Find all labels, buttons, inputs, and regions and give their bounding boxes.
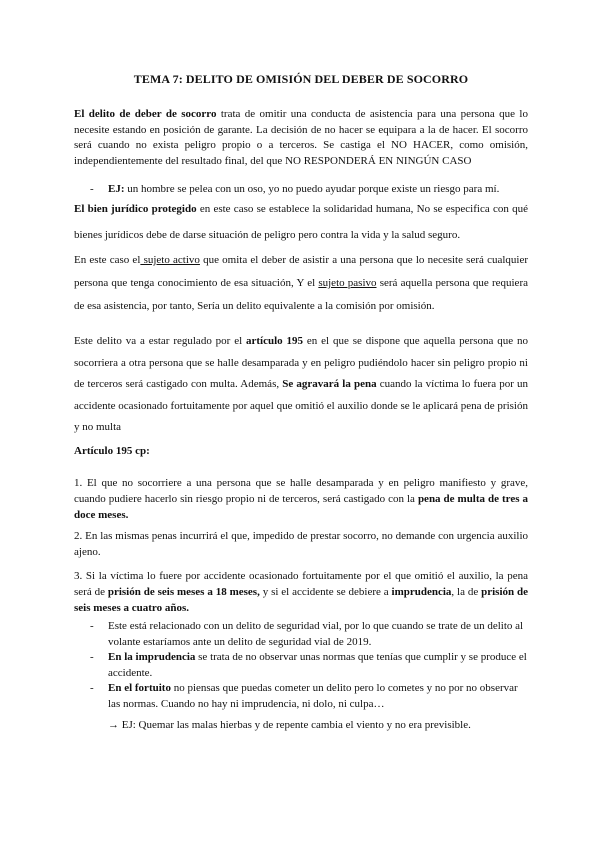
bold-term: En el fortuito [108, 682, 171, 694]
paragraph-text: 1. El que no socorriere a una persona que se halle desamparada y en peligro manifiesto y grave, cuando pudiere hacerlo sin riesgo propio ni de terceros, será castigado con la [74, 477, 528, 505]
list-item-text: Este está relacionado con un delito de seguridad vial, por lo que cuando se trate de un delito al volante estaríamos ante un delito de seguridad vial de 2019. [108, 620, 524, 648]
bold-term: Se agravará la pena [282, 378, 377, 390]
paragraph-text: , la de [451, 586, 482, 598]
paragraph-text: 2. En las mismas penas incurrirá el que, impedido de prestar socorro, no demande con urgencia auxilio ajeno. [74, 530, 528, 558]
paragraph-text: Este delito va a estar regulado por el [74, 335, 247, 347]
paragraph-text: en el que se dispone que aquella persona que no socorriera a otra persona que se halle desamparada y en peligro pudiéndolo hacer sin peligro propio ni de terceros será castigado con multa. Además, [74, 335, 528, 390]
underlined-term: sujeto activo [140, 254, 200, 266]
example-note: → EJ: Quemar las malas hierbas y de repente cambia el viento y no era previsible. [108, 719, 471, 731]
list-item-text: no piensas que puedas cometer un delito pero lo cometes y no por no observar las normas. Cuando no hay ni imprudencia, ni dolo, ni culpa… [108, 682, 518, 710]
paragraph-text: En este caso el [74, 254, 141, 266]
article-heading-text: Artículo 195 cp: [74, 445, 150, 457]
page-title: TEMA 7: DELITO DE OMISIÓN DEL DEBER DE SOCORRO [133, 72, 469, 86]
article-point-3 [74, 568, 528, 616]
article-heading [74, 444, 528, 460]
bullet-dash: - [90, 651, 94, 663]
bullet-text [108, 182, 528, 197]
paragraph-text: será aquella persona que requiera de esa asistencia, por tanto, Sería un delito equivalente a la comisión por omisión. [74, 277, 528, 312]
article-point-1 [74, 475, 528, 523]
list-item-text: se trata de no observar unas normas que tenías que cumplir y se produce el accidente. [108, 651, 527, 679]
paragraph-articulo-195 [74, 331, 528, 439]
bullet-dash: - [90, 183, 94, 195]
bold-term: artículo 195 [246, 335, 304, 347]
bullet-dash: - [90, 682, 94, 694]
paragraph-text: cuando la víctima lo fuera por un accidente ocasionado fortuitamente por aquel que omitió el auxilio donde se le aplicará pena de prisión y no multa [74, 378, 528, 433]
list-item [90, 650, 528, 681]
paragraph-definition [74, 107, 528, 169]
bold-term: En la imprudencia [108, 651, 196, 663]
list-item [90, 681, 528, 712]
bold-term: El delito de deber de socorro [74, 108, 217, 120]
bold-term: pena de multa de tres a doce meses. [74, 493, 528, 521]
article-point-2 [74, 528, 528, 560]
bold-term: El bien jurídico protegido [74, 203, 197, 215]
paragraph-text: trata de omitir una conducta de asistencia para una persona que lo necesite estando en posición de garante. La decisión de no hacer se equipara a la de hacer. El socorro será cuando no exista peligro propio o a terceros. Se castiga el NO HACER, como omisión, independientemente del resultado final, del que NO RESPONDERÁ EN NINGÚN CASO [74, 108, 528, 167]
paragraph-text: 3. Si la víctima lo fuere por accidente ocasionado fortuitamente por el que omitió el auxilio, la pena será de [74, 570, 528, 598]
paragraph-text: que omita el deber de asistir a una persona que lo necesite será cualquier persona que tenga conocimiento de esa situación, Y el [74, 254, 529, 289]
bold-term: imprudencia [391, 586, 452, 598]
bold-term: prisión de seis meses a 18 meses, [107, 586, 260, 598]
paragraph-text: y si el accidente se debiere a [259, 586, 392, 598]
paragraph-bien-juridico [74, 196, 528, 248]
bullet-body: un hombre se pelea con un oso, yo no puedo ayudar porque existe un riesgo para mí. [124, 183, 500, 195]
paragraph-text: en este caso se establece la solidaridad humana, No se especifica con qué bienes jurídicos debe de darse situación de peligro pero contra la vida y la salud seguro. [74, 203, 528, 241]
bold-term: prisión de seis meses a cuatro años. [74, 586, 528, 614]
bold-term: EJ: [108, 183, 125, 195]
underlined-term: sujeto pasivo [318, 277, 377, 289]
paragraph-sujetos [74, 249, 528, 318]
notes-list [90, 619, 528, 712]
bullet-dash: - [90, 620, 94, 632]
list-item [90, 619, 528, 650]
